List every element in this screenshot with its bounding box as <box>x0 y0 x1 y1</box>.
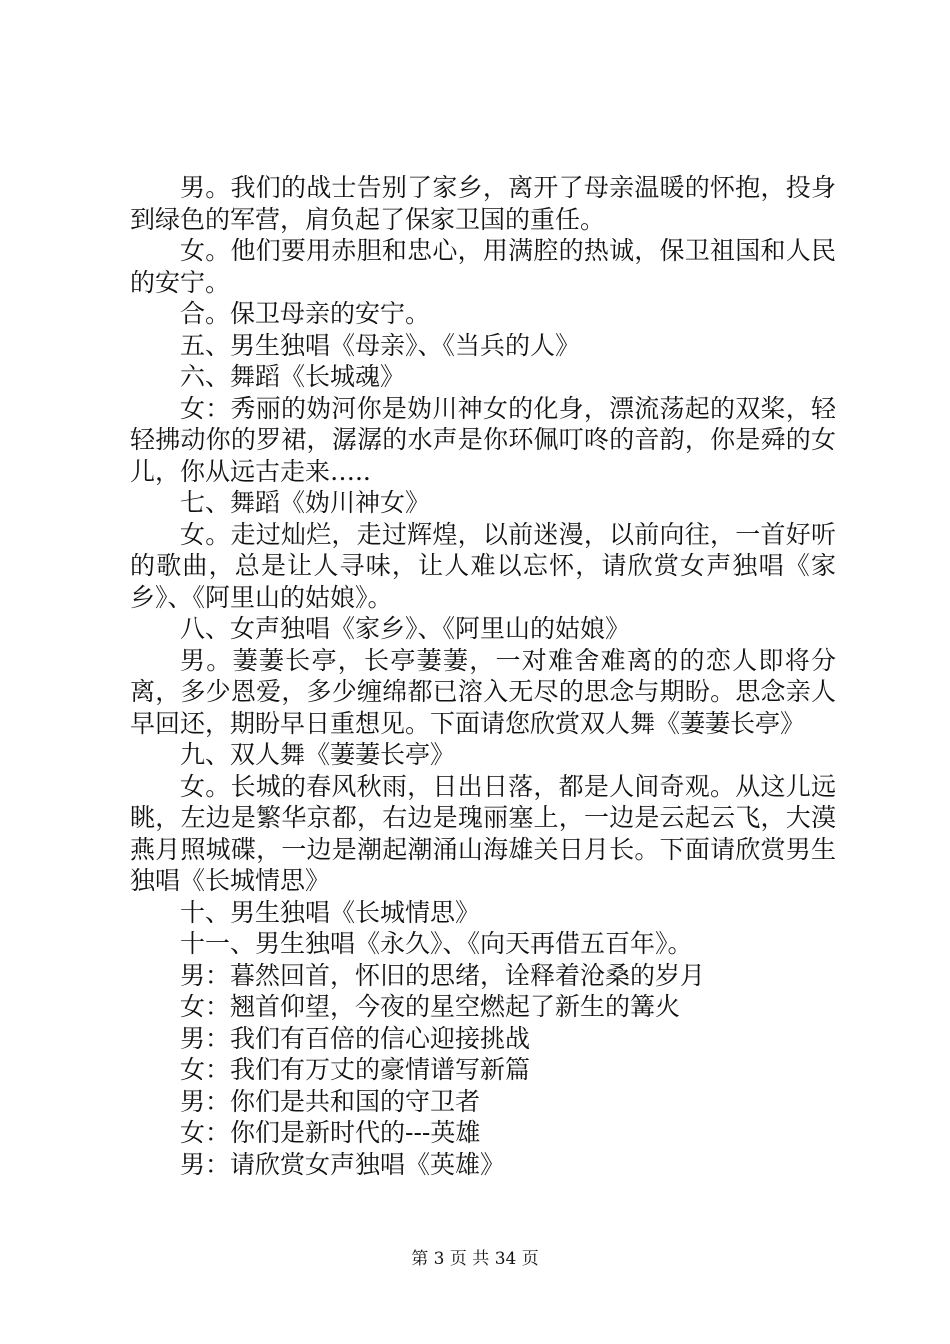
paragraph: 男：你们是共和国的守卫者 <box>180 1086 481 1116</box>
document-body <box>130 172 836 1180</box>
paragraph: 八、女声独唱《家乡》、《阿里山的姑娘》 <box>180 614 631 643</box>
paragraph: 女：翘首仰望，今夜的星空燃起了新生的篝火 <box>180 992 681 1021</box>
paragraph: 七、舞蹈《妫川神女》 <box>180 488 431 517</box>
paragraph: 合。保卫母亲的安宁。 <box>180 299 431 328</box>
paragraph: 十、男生独唱《长城情思》 <box>180 897 481 927</box>
paragraph: 五、男生独唱《母亲》、《当兵的人》 <box>180 330 581 360</box>
paragraph: 九、双人舞《萋萋长亭》 <box>180 740 456 769</box>
page-number-footer: 第 3 页 共 34 页 <box>411 1249 539 1269</box>
paragraph: 男。萋萋长亭，长亭萋萋，一对难舍难离的的恋人即将分离，多少恩爱，多少缠绵都已溶入无尽的思念与期盼。思念亲人早回还，期盼早日重想见。下面请您欣赏双人舞《萋萋长亭》 <box>130 645 836 738</box>
paragraph: 男：我们有百倍的信心迎接挑战 <box>180 1023 531 1053</box>
paragraph: 男。我们的战士告别了家乡，离开了母亲温暖的怀抱，投身到绿色的军营，肩负起了保家卫国的重任。 <box>130 173 836 234</box>
paragraph: 女。他们要用赤胆和忠心，用满腔的热诚，保卫祖国和人民的安宁。 <box>130 236 836 297</box>
paragraph: 女：你们是新时代的---英雄 <box>180 1118 481 1147</box>
paragraph: 十一、男生独唱《永久》、《向天再借五百年》。 <box>180 929 693 958</box>
paragraph: 女。长城的春风秋雨，日出日落，都是人间奇观。从这儿远眺，左边是繁华京都，右边是瑰丽塞上，一边是云起云飞，大漠燕月照城碟，一边是潮起潮涌山海雄关日月长。下面请欣赏男生独唱《长城情思》 <box>130 771 836 895</box>
paragraph: 女：我们有万丈的豪情谱写新篇 <box>180 1055 531 1084</box>
paragraph: 六、舞蹈《长城魂》 <box>180 362 406 391</box>
paragraph: 女：秀丽的妫河你是妫川神女的化身，漂流荡起的双桨，轻轻拂动你的罗裙，潺潺的水声是你环佩叮咚的音韵，你是舜的女儿，你从远古走来….． <box>130 393 836 486</box>
paragraph: 男：请欣赏女声独唱《英雄》 <box>180 1149 506 1179</box>
paragraph: 男：暮然回首，怀旧的思绪，诠释着沧桑的岁月 <box>180 960 706 990</box>
paragraph: 女。走过灿烂，走过辉煌，以前迷漫，以前向往，一首好听的歌曲，总是让人寻味，让人难以忘怀，请欣赏女声独唱《家乡》、《阿里山的姑娘》。 <box>130 519 836 612</box>
